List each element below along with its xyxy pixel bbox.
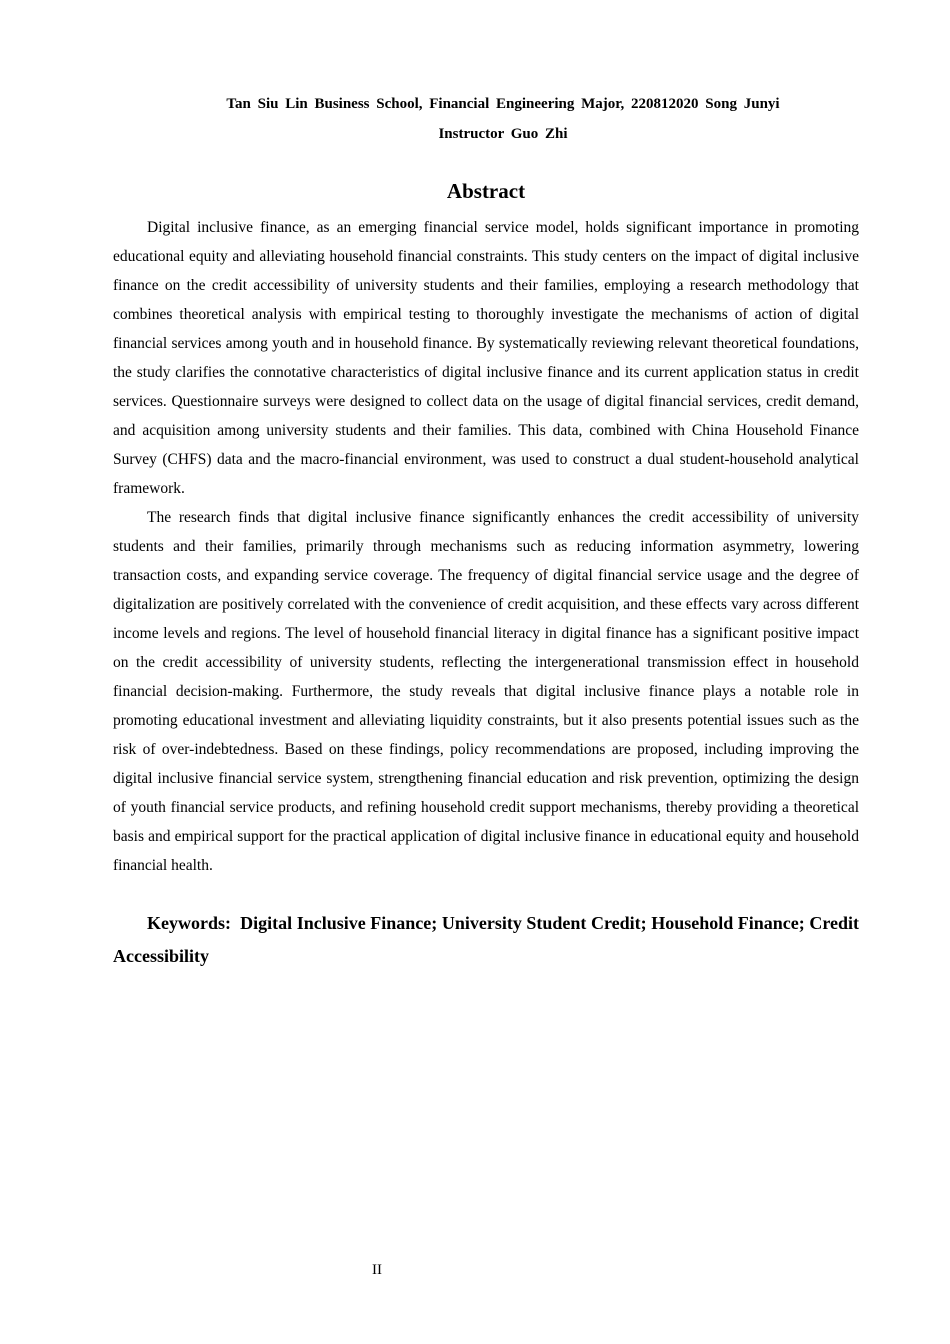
- abstract-paragraph-2: The research finds that digital inclusive finance significantly enhances the credit accessibility of university students and their families, primarily through mechanisms such as reducing information asymmetry, lowering transaction costs, and expanding service coverage. The frequency of digital financial service usage and the degree of digitalization are positively correlated with the convenience of credit acquisition, and these effects vary across different income levels and regions. The level of household financial literacy in digital finance has a significant positive impact on the credit accessibility of university students, reflecting the intergenerational transmission effect in household financial decision-making. Furthermore, the study reveals that digital inclusive finance plays a notable role in promoting educational investment and alleviating liquidity constraints, but it also presents potential issues such as the risk of over-indebtedness. Based on these findings, policy recommendations are proposed, including improving the digital inclusive financial service system, strengthening financial education and risk prevention, optimizing the design of youth financial service products, and refining household credit support mechanisms, thereby providing a theoretical basis and empirical support for the practical application of digital inclusive finance in educational equity and household financial health.: [113, 509, 859, 874]
- page-number: II: [372, 1262, 382, 1278]
- abstract-body: [113, 213, 859, 880]
- instructor-line: Instructor Guo Zhi: [438, 126, 568, 142]
- keywords-label: Keywords:: [147, 913, 231, 933]
- keywords: [113, 907, 859, 973]
- keywords-text: Digital Inclusive Finance; University Student Credit; Household Finance; Credit Accessibility: [113, 913, 860, 966]
- abstract-title: Abstract: [446, 179, 526, 203]
- author-line: Tan Siu Lin Business School, Financial Engineering Major, 220812020 Song Junyi: [226, 96, 780, 112]
- author-info: [113, 89, 893, 149]
- abstract-paragraph-1: Digital inclusive finance, as an emerging financial service model, holds significant importance in promoting educational equity and alleviating household financial constraints. This study centers on the impact of digital inclusive finance on the credit accessibility of university students and their families, employing a research methodology that combines theoretical analysis with empirical testing to thoroughly investigate the mechanisms of action of digital financial services among youth and in household finance. By systematically reviewing relevant theoretical foundations, the study clarifies the connotative characteristics of digital inclusive finance and its current application status in credit services. Questionnaire surveys were designed to collect data on the usage of digital financial services, credit demand, and acquisition among university students and their families. This data, combined with China Household Finance Survey (CHFS) data and the macro-financial environment, was used to construct a dual student-household analytical framework.: [113, 219, 859, 497]
